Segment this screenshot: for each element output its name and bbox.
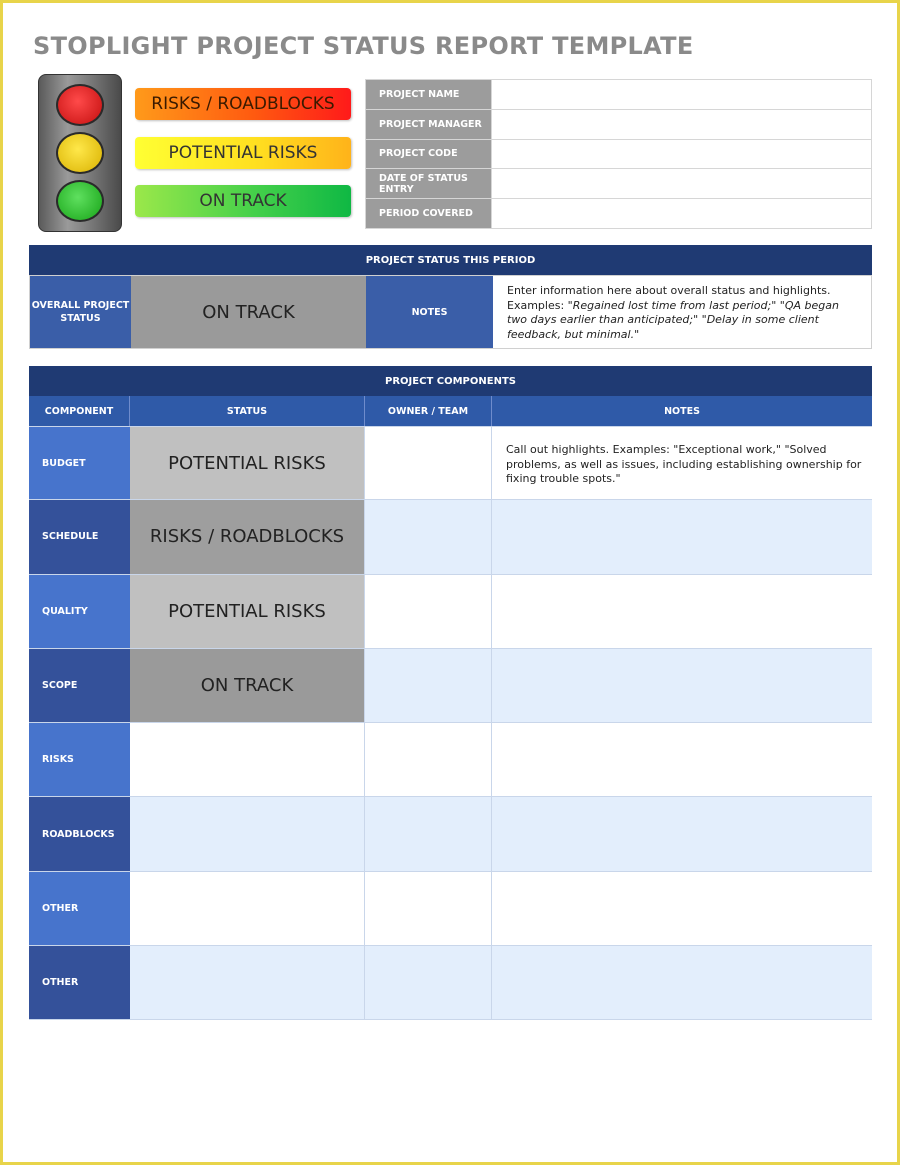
component-status[interactable]: POTENTIAL RISKS bbox=[130, 427, 365, 499]
component-owner[interactable] bbox=[365, 723, 492, 796]
legend-potential-risks: POTENTIAL RISKS bbox=[135, 137, 351, 169]
component-name: OTHER bbox=[29, 872, 130, 945]
component-notes[interactable]: Call out highlights. Examples: "Exceptional work," "Solved problems, as well as issues, including establishing ownership for fixing trouble spots." bbox=[492, 427, 872, 499]
project-code-label: PROJECT CODE bbox=[366, 139, 492, 169]
status-notes-examples: "Regained lost time from last period;" "QA began two days earlier than anticipated;" "Delay in some client feedback, but minimal." bbox=[507, 298, 839, 341]
page-title: STOPLIGHT PROJECT STATUS REPORT TEMPLATE bbox=[33, 32, 694, 60]
table-row bbox=[29, 723, 872, 797]
component-notes[interactable] bbox=[492, 946, 872, 1019]
component-owner[interactable] bbox=[365, 500, 492, 573]
project-manager-label: PROJECT MANAGER bbox=[366, 109, 492, 139]
project-name-field[interactable] bbox=[492, 80, 872, 110]
components-table bbox=[29, 426, 872, 1020]
component-status[interactable] bbox=[130, 723, 365, 796]
component-owner[interactable] bbox=[365, 649, 492, 722]
components-column-header bbox=[29, 396, 872, 426]
table-row bbox=[29, 872, 872, 946]
red-light-icon bbox=[56, 84, 104, 126]
component-status[interactable]: RISKS / ROADBLOCKS bbox=[130, 500, 365, 573]
component-owner[interactable] bbox=[365, 872, 492, 945]
period-covered-field[interactable] bbox=[492, 199, 872, 229]
component-notes[interactable] bbox=[492, 872, 872, 945]
column-owner-team: OWNER / TEAM bbox=[365, 396, 492, 426]
project-name-label: PROJECT NAME bbox=[366, 80, 492, 110]
component-name: ROADBLOCKS bbox=[29, 797, 130, 870]
table-row bbox=[29, 426, 872, 500]
project-manager-field[interactable] bbox=[492, 109, 872, 139]
overall-status-value[interactable]: ON TRACK bbox=[131, 276, 366, 348]
status-date-label: DATE OF STATUS ENTRY bbox=[366, 169, 492, 199]
legend-risks-roadblocks: RISKS / ROADBLOCKS bbox=[135, 88, 351, 120]
status-period-row bbox=[29, 275, 872, 349]
component-owner[interactable] bbox=[365, 575, 492, 648]
project-info-table bbox=[365, 79, 872, 229]
component-owner[interactable] bbox=[365, 946, 492, 1019]
status-notes-intro: Enter information here about overall status and highlights. Examples: bbox=[507, 284, 831, 312]
period-covered-label: PERIOD COVERED bbox=[366, 199, 492, 229]
component-status[interactable]: POTENTIAL RISKS bbox=[130, 575, 365, 648]
stoplight-icon bbox=[38, 74, 122, 232]
project-code-field[interactable] bbox=[492, 139, 872, 169]
status-date-field[interactable] bbox=[492, 169, 872, 199]
component-name: SCOPE bbox=[29, 649, 130, 722]
component-owner[interactable] bbox=[365, 797, 492, 870]
column-notes: NOTES bbox=[492, 396, 872, 426]
yellow-light-icon bbox=[56, 132, 104, 174]
status-period-header: PROJECT STATUS THIS PERIOD bbox=[29, 245, 872, 275]
component-name: OTHER bbox=[29, 946, 130, 1019]
component-notes[interactable] bbox=[492, 500, 872, 573]
component-notes[interactable] bbox=[492, 797, 872, 870]
table-row bbox=[29, 649, 872, 723]
overall-status-label: OVERALL PROJECT STATUS bbox=[30, 276, 131, 348]
table-row bbox=[29, 797, 872, 871]
component-notes[interactable] bbox=[492, 649, 872, 722]
column-component: COMPONENT bbox=[29, 396, 130, 426]
component-name: BUDGET bbox=[29, 427, 130, 499]
table-row bbox=[29, 500, 872, 574]
component-notes[interactable] bbox=[492, 575, 872, 648]
table-row bbox=[29, 575, 872, 649]
component-status[interactable] bbox=[130, 797, 365, 870]
component-name: QUALITY bbox=[29, 575, 130, 648]
component-status[interactable] bbox=[130, 872, 365, 945]
notes-label: NOTES bbox=[366, 276, 493, 348]
green-light-icon bbox=[56, 180, 104, 222]
column-status: STATUS bbox=[130, 396, 365, 426]
component-name: RISKS bbox=[29, 723, 130, 796]
component-status[interactable] bbox=[130, 946, 365, 1019]
components-header: PROJECT COMPONENTS bbox=[29, 366, 872, 396]
status-notes[interactable] bbox=[493, 276, 871, 348]
component-name: SCHEDULE bbox=[29, 500, 130, 573]
component-owner[interactable] bbox=[365, 427, 492, 499]
table-row bbox=[29, 946, 872, 1020]
component-notes[interactable] bbox=[492, 723, 872, 796]
component-status[interactable]: ON TRACK bbox=[130, 649, 365, 722]
legend-on-track: ON TRACK bbox=[135, 185, 351, 217]
